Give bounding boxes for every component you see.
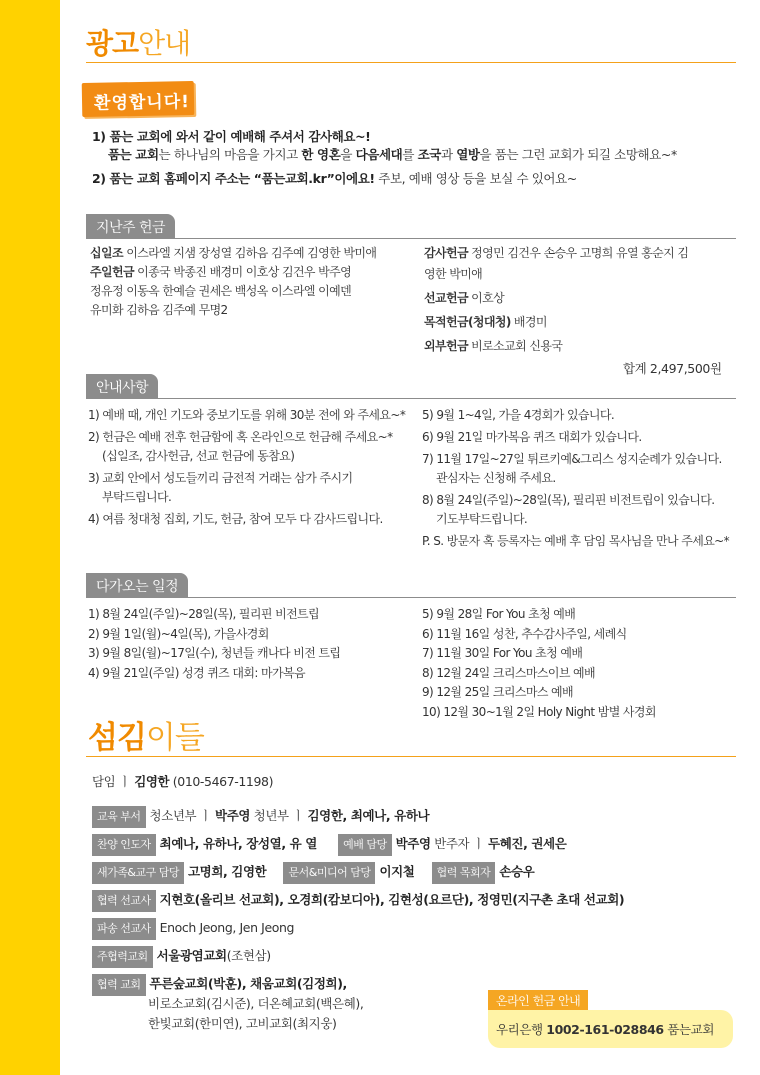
ad-title-light: 안내 — [138, 27, 191, 60]
notice-item: 6) 9월 21일 마가복음 퀴즈 대회가 있습니다. — [422, 430, 642, 444]
edu-tag: 교육 부서 — [92, 806, 146, 828]
notice-item: 8) 8월 24일(주일)~28일(목), 필리핀 비전트립이 있습니다. — [422, 493, 715, 507]
notice-tab: 안내사항 — [86, 374, 158, 398]
schedule-item: 4) 9월 21일(주일) 성경 퀴즈 대회: 마가복음 — [88, 665, 306, 680]
coop-tag: 협력 목회자 — [432, 862, 496, 884]
notice-left-list — [88, 406, 405, 529]
notice-item: 관심자는 신청해 주세요. — [436, 471, 556, 485]
servants-section-title — [88, 712, 204, 757]
offering-row: 외부헌금 비로소교회 신용국 — [424, 339, 563, 353]
schedule-item: 10) 12월 30~1월 2일 Holy Night 밤별 사경회 — [422, 704, 656, 719]
offering-row: 선교헌금 이호상 — [424, 291, 505, 305]
notice-item: 7) 11월 17일~27일 튀르키예&그리스 성지순례가 있습니다. — [422, 452, 722, 466]
ad-title-bold: 광고 — [86, 27, 139, 60]
servants-title-light: 이들 — [145, 720, 204, 756]
worship-tag: 예배 담당 — [338, 834, 392, 856]
schedule-right-list — [422, 605, 656, 722]
notice-right-list — [422, 406, 729, 551]
servants-title-bold: 섬김 — [88, 720, 146, 756]
schedule-item: 9) 12월 25일 크리스마스 예배 — [422, 685, 574, 699]
schedule-item: 3) 9월 8일(월)~17일(수), 청년들 캐나다 비전 트립 — [88, 646, 341, 660]
notice-item: 기도부탁드립니다. — [436, 512, 528, 526]
mission-row: 협력 선교사 지현호(올리브 선교회), 오경희(캄보디아), 김현성(요르단), 정영민(지구촌 초대 선교회) — [92, 890, 624, 912]
servants-title-rule — [86, 756, 736, 757]
main-church-row: 주협력교회 서울광염교회(조현삼) — [92, 946, 271, 968]
offering-tab: 지난주 헌금 — [86, 214, 175, 238]
notice-item: 1) 예배 때, 개인 기도와 중보기도를 위해 30분 전에 와 주세요~* — [88, 408, 406, 422]
edu-row: 교육 부서 청소년부 ㅣ 박주영 청년부 ㅣ 김영한, 최예나, 유하나 — [92, 806, 429, 828]
schedule-rule — [86, 597, 736, 598]
notice-2: 2) 품는 교회 홈페이지 주소는 “품는교회.kr”이에요! 주보, 예배 영상 등을 보실 수 있어요~ — [92, 171, 577, 186]
offering-row: 십일조 이스라엘 지샘 장성열 김하음 김주예 김영한 박미애 — [90, 246, 377, 260]
schedule-tab: 다가오는 일정 — [86, 573, 188, 597]
notice-1-line1: 1) 품는 교회에 와서 같이 예배해 주셔서 감사해요~! — [92, 129, 371, 144]
offering-rule — [86, 238, 736, 239]
notice-item: 3) 교회 안에서 성도들끼리 금전적 거래는 삼가 주시기 — [88, 471, 353, 485]
schedule-item: 1) 8월 24일(주일)~28일(목), 필리핀 비전트립 — [88, 607, 320, 621]
family-row: 새가족&교구 담당 고명희, 김영한 문서&미디어 담당 이지철 협력 목회자 손승우 — [92, 862, 534, 884]
ad-section-title — [86, 22, 190, 62]
schedule-item: 2) 9월 1일(월)~4일(목), 가을사경회 — [88, 626, 269, 641]
notice-item: 4) 여름 청대청 집회, 기도, 헌금, 참여 모두 다 감사드립니다. — [88, 512, 383, 526]
offering-row: 목적헌금(청대청) 배경미 — [424, 315, 547, 329]
offering-row: 감사헌금 정영민 김건우 손승우 고명희 유열 홍순지 김 — [424, 246, 689, 260]
schedule-item: 8) 12월 24일 크리스마스이브 예배 — [422, 665, 596, 680]
dispatch-row: 파송 선교사 Enoch Jeong, Jen Jeong — [92, 918, 294, 940]
online-offering-box: 우리은행 1002-161-028846 품는교회 — [488, 1010, 733, 1048]
notice-item: P. S. 방문자 혹 등록자는 예배 후 담임 목사님을 만나 주세요~* — [422, 534, 730, 548]
praise-row: 찬양 인도자 최예나, 유하나, 장성열, 유 열 예배 담당 박주영 반주자 ㅣ 두혜진, 권세은 — [92, 834, 566, 856]
dispatch-tag: 파송 선교사 — [92, 918, 156, 940]
schedule-item: 5) 9월 28일 For You 초청 예배 — [422, 607, 576, 621]
schedule-item: 6) 11월 16일 성찬, 추수감사주일, 세례식 — [422, 626, 627, 641]
pastor-row: 담임 ㅣ 김영한 (010-5467-1198) — [92, 774, 274, 789]
offering-row: 영한 박미애 — [424, 267, 483, 281]
praise-tag: 찬양 인도자 — [92, 834, 156, 856]
partner-church-row: 협력 교회 푸른숲교회(박훈), 채움교회(김정희), — [92, 974, 347, 996]
notice-rule — [86, 398, 736, 399]
online-offering-tab: 온라인 헌금 안내 — [488, 990, 588, 1011]
offering-row: 주일헌금 이종국 박종진 배경미 이호상 김건우 박주영 — [90, 265, 352, 279]
schedule-left-list — [88, 605, 340, 683]
mission-tag: 협력 선교사 — [92, 890, 156, 912]
offering-right-list — [424, 244, 688, 358]
schedule-item: 7) 11월 30일 For You 초청 예배 — [422, 646, 583, 660]
notice-1-line2: 품는 교회는 하나님의 마음을 가지고 한 영혼을 다음세대를 조국과 열방을 품는 그런 교회가 되길 소망해요~* — [108, 147, 677, 162]
offering-left-list — [90, 244, 376, 320]
partner-church-line2: 비로소교회(김시준), 더온혜교회(백은혜), — [148, 996, 364, 1011]
offering-row: 정유정 이동옥 한예슬 권세은 백성옥 이스라엘 이예덴 — [90, 284, 352, 298]
notice-item: 2) 헌금은 예배 전후 헌금함에 혹 온라인으로 헌금해 주세요~* — [88, 430, 393, 444]
offering-row: 유미화 김하음 김주예 무명2 — [90, 303, 228, 317]
family-tag: 새가족&교구 담당 — [92, 862, 184, 884]
offering-total: 합계 2,497,500원 — [623, 361, 722, 376]
partner-church-line3: 한빛교회(한미연), 고비교회(최지웅) — [148, 1016, 337, 1031]
left-yellow-bar — [0, 0, 60, 1075]
partner-church-tag: 협력 교회 — [92, 974, 146, 996]
ad-title-rule — [86, 62, 736, 63]
main-church-tag: 주협력교회 — [92, 946, 153, 968]
notice-item: (십일조, 감사헌금, 선교 헌금에 동참요) — [102, 449, 295, 463]
notice-item: 5) 9월 1~4일, 가을 4경회가 있습니다. — [422, 408, 615, 422]
welcome-banner: 환영합니다! — [82, 81, 195, 117]
media-tag: 문서&미디어 담당 — [283, 862, 375, 884]
notice-item: 부탁드립니다. — [102, 490, 172, 504]
